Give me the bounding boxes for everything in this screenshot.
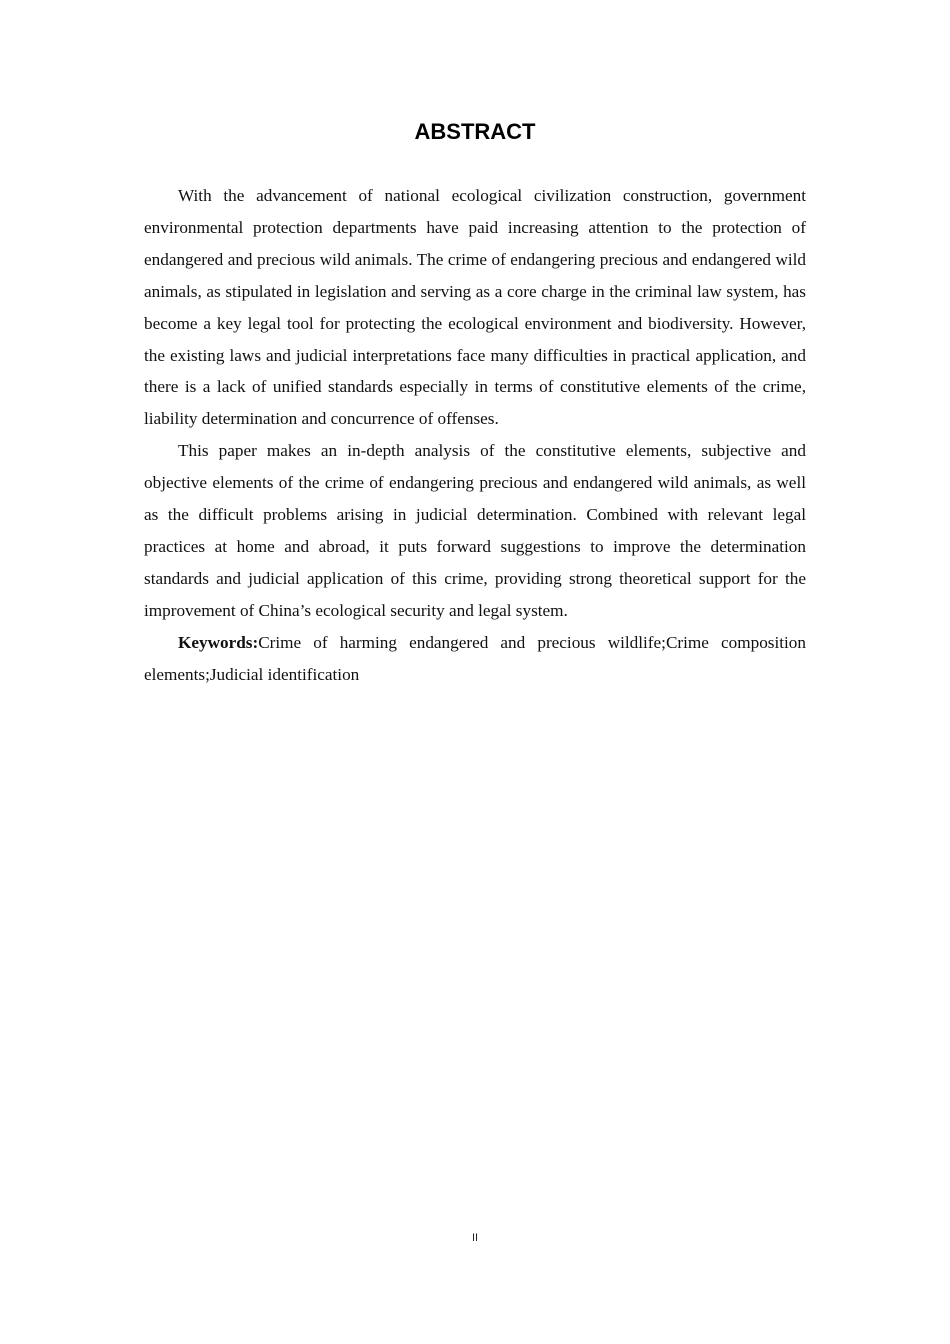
- keywords-label: Keywords:: [178, 632, 259, 652]
- page-number: II: [471, 1232, 479, 1244]
- abstract-paragraph-1: With the advancement of national ecological civilization construction, government environmental protection departments have paid increasing attention to the protection of endangered and precious wild animals. The crime of endangering precious and endangered wild animals, as stipulated in legislation and serving as a core charge in the criminal law system, has become a key legal tool for protecting the ecological environment and biodiversity. However, the existing laws and judicial interpretations face many difficulties in practical application, and there is a lack of unified standards especially in terms of constitutive elements of the crime, liability determination and concurrence of offenses.: [144, 186, 806, 429]
- abstract-title: ABSTRACT: [414, 119, 536, 144]
- abstract-body: [144, 180, 806, 691]
- keywords-line: [144, 627, 806, 691]
- keywords-text: Crime of harming endangered and precious wildlife;Crime composition elements;Judicial identification: [144, 632, 806, 684]
- abstract-paragraph-2: This paper makes an in-depth analysis of the constitutive elements, subjective and objective elements of the crime of endangering precious and endangered wild animals, as well as the difficult problems arising in judicial determination. Combined with relevant legal practices at home and abroad, it puts forward suggestions to improve the determination standards and judicial application of this crime, providing strong theoretical support for the improvement of China’s ecological security and legal system.: [144, 441, 806, 620]
